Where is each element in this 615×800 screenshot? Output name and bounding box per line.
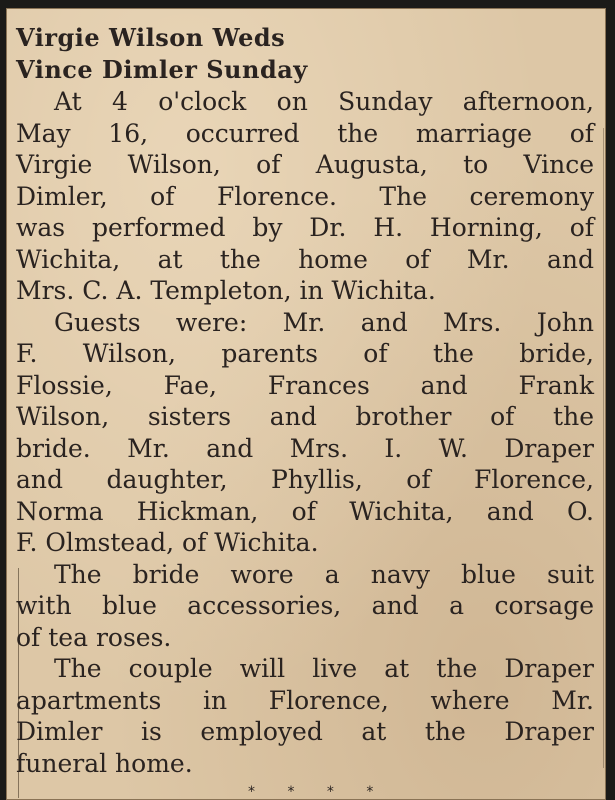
- text-line: funeral home.: [16, 748, 193, 778]
- text-line: F. Wilson, parents of the bride,: [16, 339, 594, 368]
- newspaper-clipping: [6, 8, 606, 800]
- text-line: Dimler, of Florence. The ceremony: [16, 181, 594, 211]
- text-line: The bride wore a navy blue suit: [54, 559, 594, 589]
- text-line: apartments in Florence, where Mr.: [16, 685, 594, 715]
- footer-marks: * * * *: [248, 784, 388, 800]
- text-line: The couple will live at the Draper: [54, 654, 594, 683]
- text-line: F. Olmstead, of Wichita.: [16, 528, 319, 557]
- clipping-right-rule: [603, 128, 604, 768]
- text-line: Norma Hickman, of Wichita, and O.: [16, 496, 594, 526]
- text-line: bride. Mr. and Mrs. I. W. Draper: [16, 433, 594, 463]
- article-headline: [16, 22, 594, 86]
- paragraph-residence: [16, 653, 594, 779]
- headline-line: Vince Dimler Sunday: [16, 55, 308, 84]
- text-line: May 16, occurred the marriage of: [16, 118, 594, 148]
- paragraph-guests: [16, 307, 594, 559]
- text-line: Wilson, sisters and brother of the: [16, 402, 594, 431]
- headline-line: Virgie Wilson Weds: [16, 23, 286, 52]
- text-line: Flossie, Fae, Frances and Frank: [16, 370, 594, 400]
- text-line: Guests were: Mr. and Mrs. John: [54, 307, 594, 337]
- text-line: Virgie Wilson, of Augusta, to Vince: [16, 150, 594, 179]
- text-line: Wichita, at the home of Mr. and: [16, 244, 594, 274]
- paragraph-ceremony: [16, 86, 594, 307]
- text-line: At 4 o'clock on Sunday afternoon,: [54, 87, 594, 116]
- text-line: was performed by Dr. H. Horning, of: [16, 213, 594, 242]
- text-line: with blue accessories, and a corsage: [16, 591, 594, 620]
- text-line: and daughter, Phyllis, of Florence,: [16, 465, 594, 494]
- article: [16, 22, 594, 779]
- paragraph-attire: [16, 559, 594, 654]
- text-line: of tea roses.: [16, 622, 172, 652]
- text-line: Dimler is employed at the Draper: [16, 717, 594, 746]
- text-line: Mrs. C. A. Templeton, in Wichita.: [16, 276, 436, 305]
